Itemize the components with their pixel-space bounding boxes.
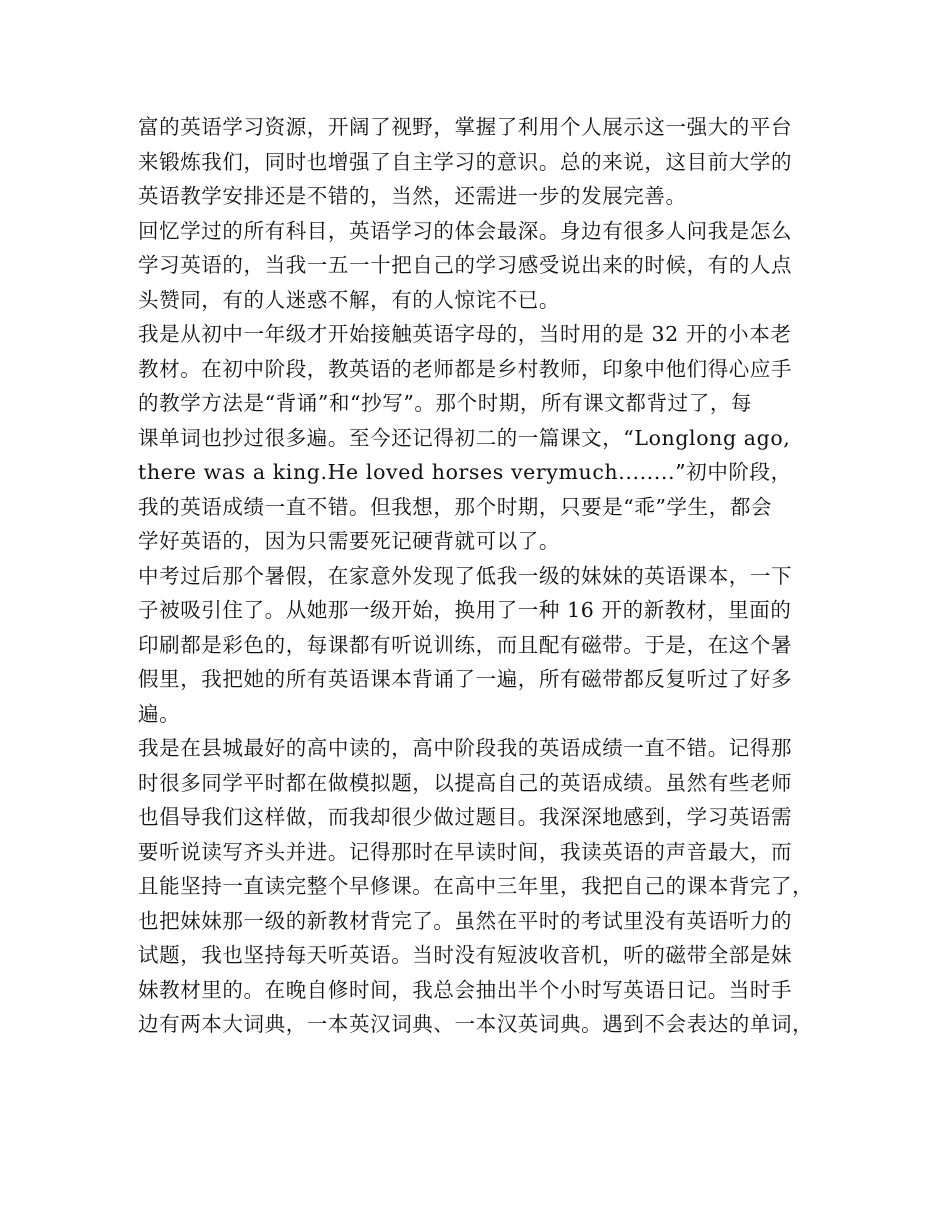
text-line: 回忆学过的所有科目，英语学习的体会最深。身边有很多人问我是怎么	[138, 218, 793, 243]
text-line: 英语教学安排还是不错的，当然，还需进一步的发展完善。	[138, 184, 687, 208]
text-line: 也倡导我们这样做，而我却很少做过题目。我深深地感到，学习英语需	[138, 805, 793, 829]
text-line: 假里，我把她的所有英语课本背诵了一遍，所有磁带都反复听过了好多	[138, 667, 793, 691]
text-line: 时很多同学平时都在做模拟题，以提高自己的英语成绩。虽然有些老师	[138, 770, 793, 795]
text-line: 中考过后那个暑假，在家意外发现了低我一级的妹妹的英语课本，一下	[138, 563, 793, 588]
paragraph-1	[138, 110, 818, 214]
document-body	[138, 110, 818, 1042]
paragraph-2	[138, 214, 818, 318]
text-line: 边有两本大词典，一本英汉词典、一本汉英词典。遇到不会表达的单词，	[138, 1012, 814, 1036]
text-line: 的教学方法是“背诵”和“抄写”。那个时期，所有课文都背过了，每	[138, 391, 753, 415]
text-line: 我是在县城最好的高中读的，高中阶段我的英语成绩一直不错。记得那	[138, 736, 793, 760]
text-line: 妹教材里的。在晚自修时间，我总会抽出半个小时写英语日记。当时手	[138, 977, 793, 1002]
text-line: 要听说读写齐头并进。记得那时在早读时间，我读英语的声音最大，而	[138, 839, 793, 864]
text-line: 富的英语学习资源，开阔了视野，掌握了利用个人展示这一强大的平台	[138, 115, 793, 139]
text-line: 我的英语成绩一直不错。但我想，那个时期，只要是“乖”学生，都会	[138, 494, 773, 519]
text-line: 且能坚持一直读完整个早修课。在高中三年里，我把自己的课本背完了，	[138, 874, 814, 898]
text-line: 我是从初中一年级才开始接触英语字母的，当时用的是 32 开的小本老	[138, 322, 792, 346]
paragraph-5	[138, 731, 818, 1042]
text-line: 头赞同，有的人迷惑不解，有的人惊诧不已。	[138, 287, 560, 312]
text-line: 遍。	[138, 701, 181, 726]
text-line: 教材。在初中阶段，教英语的老师都是乡村教师，印象中他们得心应手	[138, 356, 793, 381]
text-line: 学习英语的，当我一五一十把自己的学习感受说出来的时候，有的人点	[138, 253, 793, 277]
text-line: 学好英语的，因为只需要死记硬背就可以了。	[138, 529, 560, 553]
text-line: 印刷都是彩色的，每课都有听说训练，而且配有磁带。于是，在这个暑	[138, 632, 793, 657]
paragraph-3	[138, 317, 818, 559]
text-line: 试题，我也坚持每天听英语。当时没有短波收音机，听的磁带全部是妹	[138, 943, 793, 967]
paragraph-4	[138, 559, 818, 732]
text-line: 来锻炼我们，同时也增强了自主学习的意识。总的来说，这目前大学的	[138, 149, 793, 174]
text-line: there was a king.He loved horses verymuch........”初中阶段，	[138, 460, 792, 484]
text-line: 课单词也抄过很多遍。至今还记得初二的一篇课文，“Longlong ago,	[138, 425, 791, 450]
text-line: 也把妹妹那一级的新教材背完了。虽然在平时的考试里没有英语听力的	[138, 908, 793, 933]
text-line: 子被吸引住了。从她那一级开始，换用了一种 16 开的新教材，里面的	[138, 598, 792, 622]
